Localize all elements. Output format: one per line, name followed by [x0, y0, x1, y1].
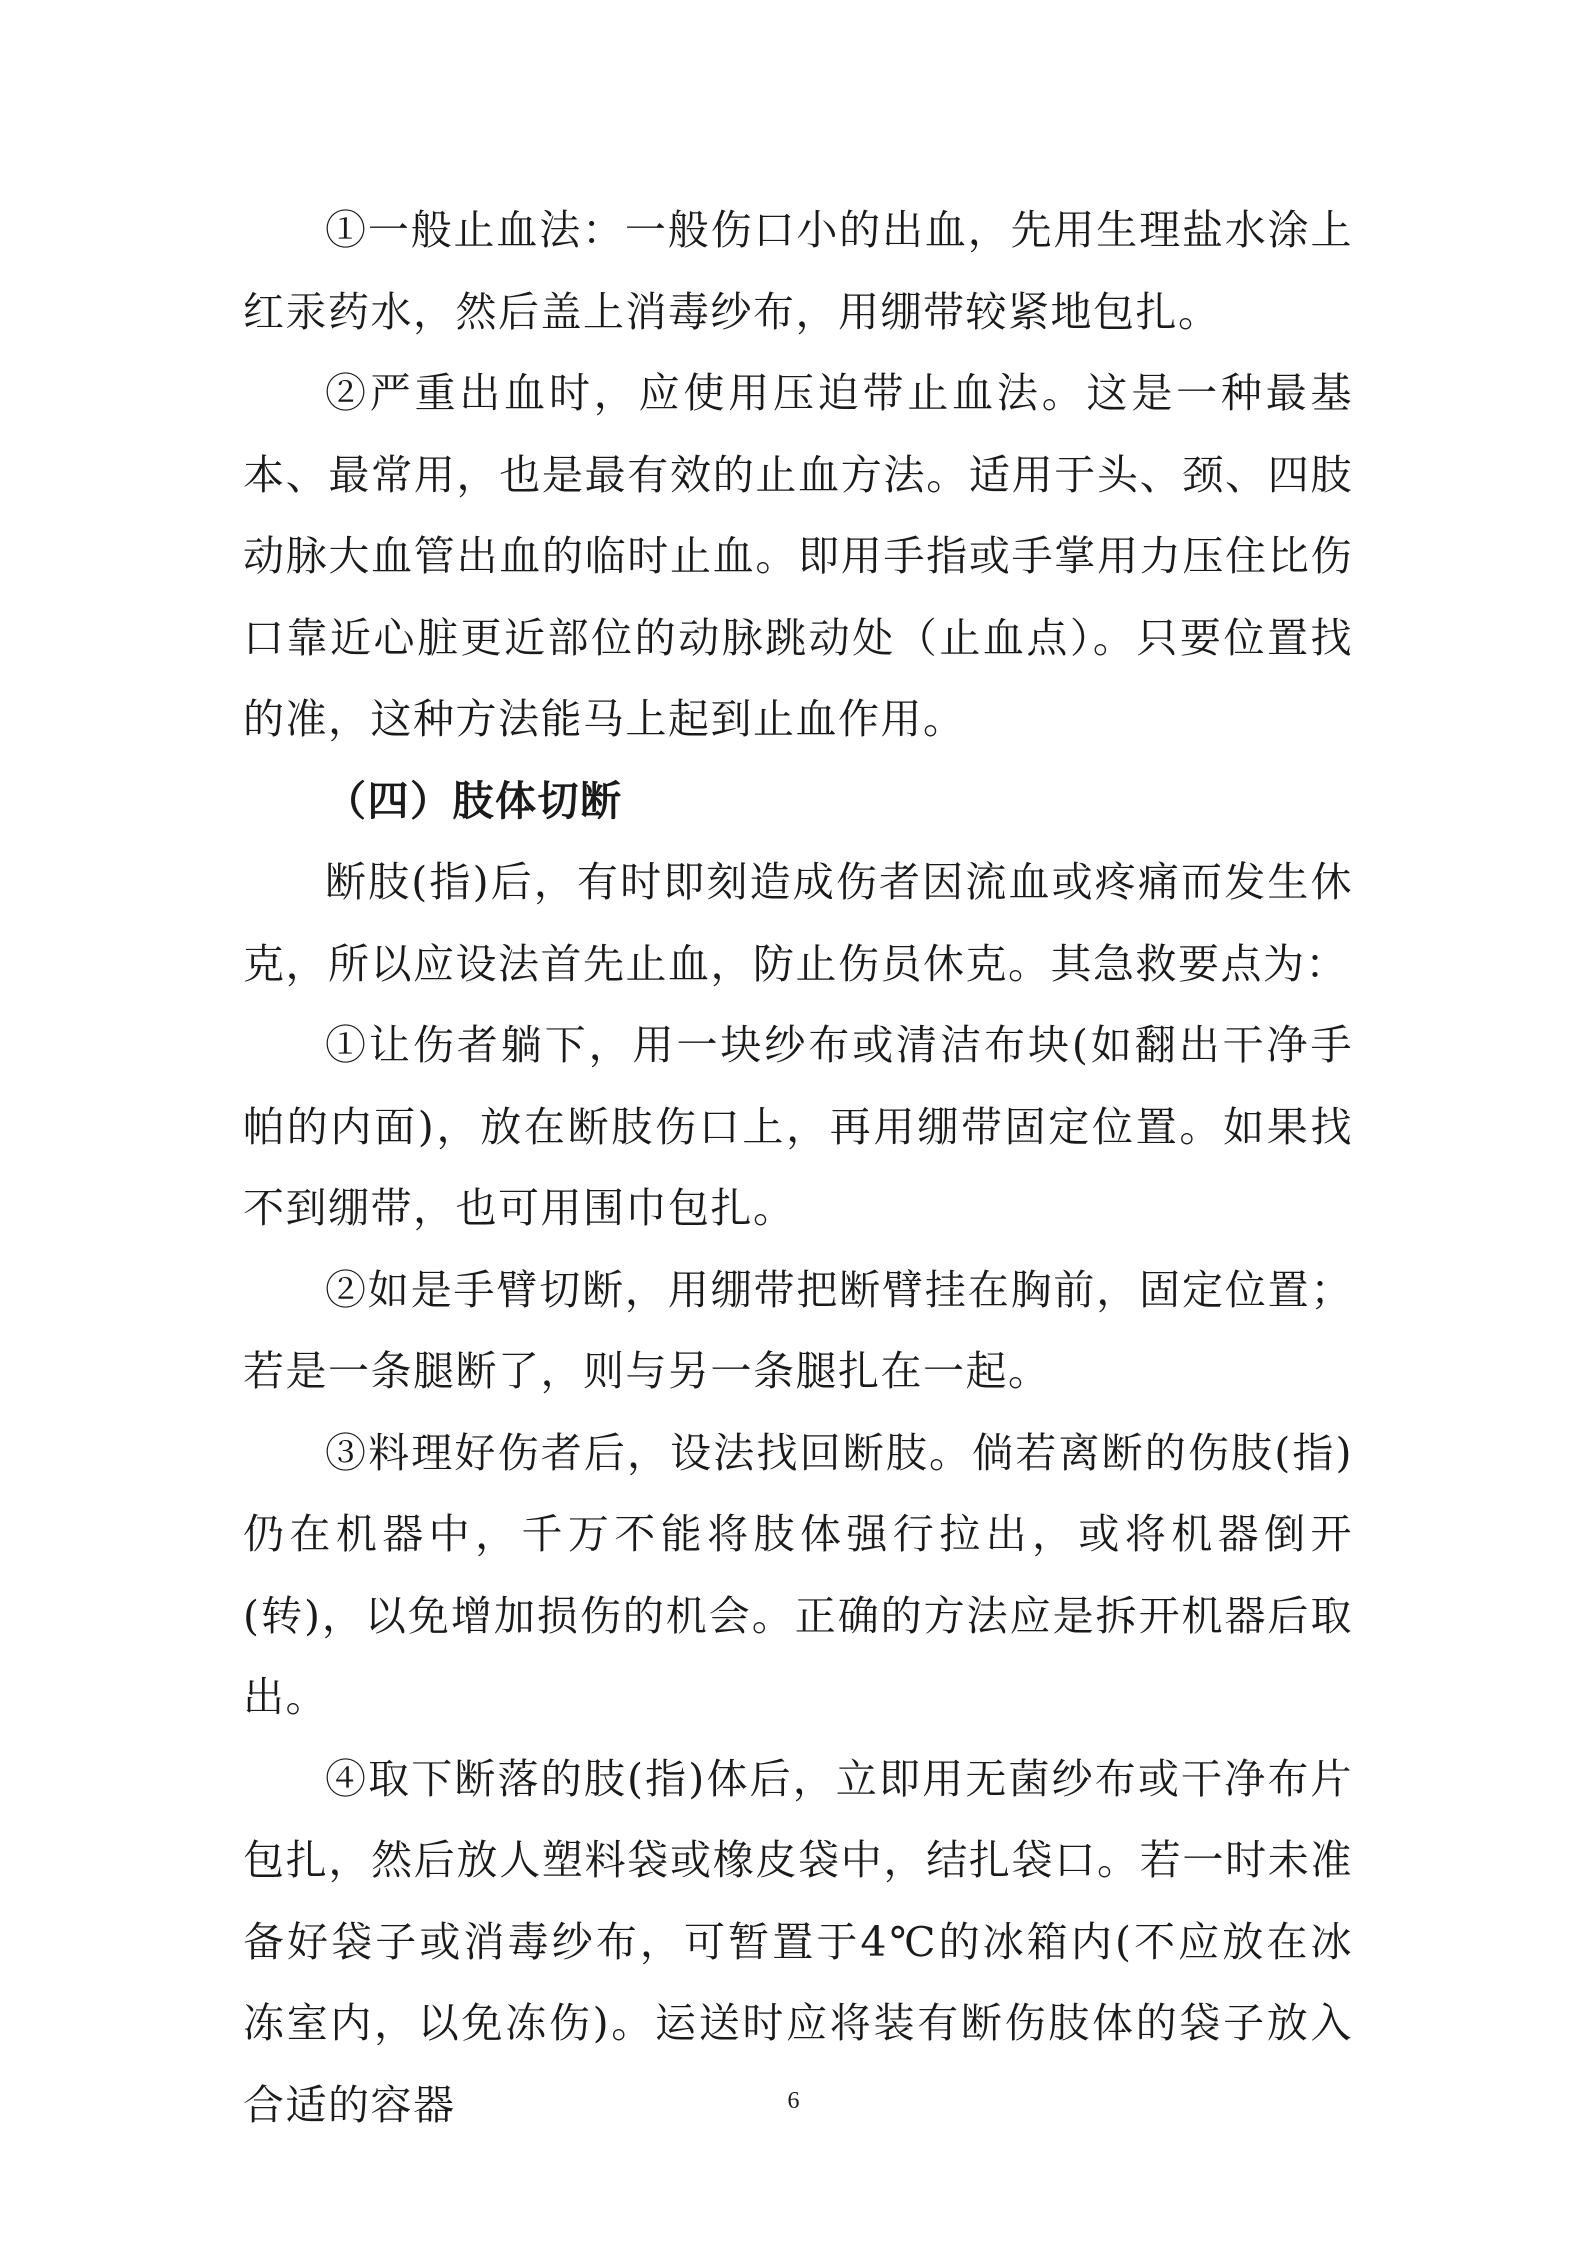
section-heading-limb-amputation: （四）肢体切断 [325, 776, 623, 825]
paragraph-step-2: ②如是手臂切断，用绷带把断臂挂在胸前，固定位置；若是一条腿断了，则与另一条腿扎在一起。 [243, 1265, 1353, 1395]
paragraph-amputation-intro: 断肢(指)后，有时即刻造成伤者因流血或疼痛而发生休克，所以应设法首先止血，防止伤员休克。其急救要点为： [243, 858, 1353, 988]
paragraph-general-hemostasis: ①一般止血法：一般伤口小的出血，先用生理盐水涂上红汞药水，然后盖上消毒纱布，用绷带较紧地包扎。 [243, 206, 1353, 336]
paragraph-step-3: ③料理好伤者后，设法找回断肢。倘若离断的伤肢(指)仍在机器中，千万不能将肢体强行拉出，或将机器倒开(转)，以免增加损伤的机会。正确的方法应是拆开机器后取出。 [243, 1428, 1353, 1721]
page-number: 6 [787, 2088, 800, 2114]
paragraph-step-4: ④取下断落的肢(指)体后，立即用无菌纱布或干净布片包扎，然后放人塑料袋或橡皮袋中，结扎袋口。若一时未准备好袋子或消毒纱布，可暂置于4℃的冰箱内(不应放在冰冻室内，以免冻伤)。运送时应将装有断伤肢体的袋子放入合适的容器 [243, 1754, 1353, 2129]
paragraph-step-1: ①让伤者躺下，用一块纱布或清洁布块(如翻出干净手帕的内面)，放在断肢伤口上，再用绷带固定位置。如果找不到绷带，也可用围巾包扎。 [243, 1021, 1353, 1232]
paragraph-pressure-hemostasis: ②严重出血时，应使用压迫带止血法。这是一种最基本、最常用，也是最有效的止血方法。适用于头、颈、四肢动脉大血管出血的临时止血。即用手指或手掌用力压住比伤口靠近心脏更近部位的动脉跳动处（止血点）。只要位置找的准，这种方法能马上起到止血作用。 [243, 369, 1353, 743]
body-text [243, 190, 1353, 2146]
